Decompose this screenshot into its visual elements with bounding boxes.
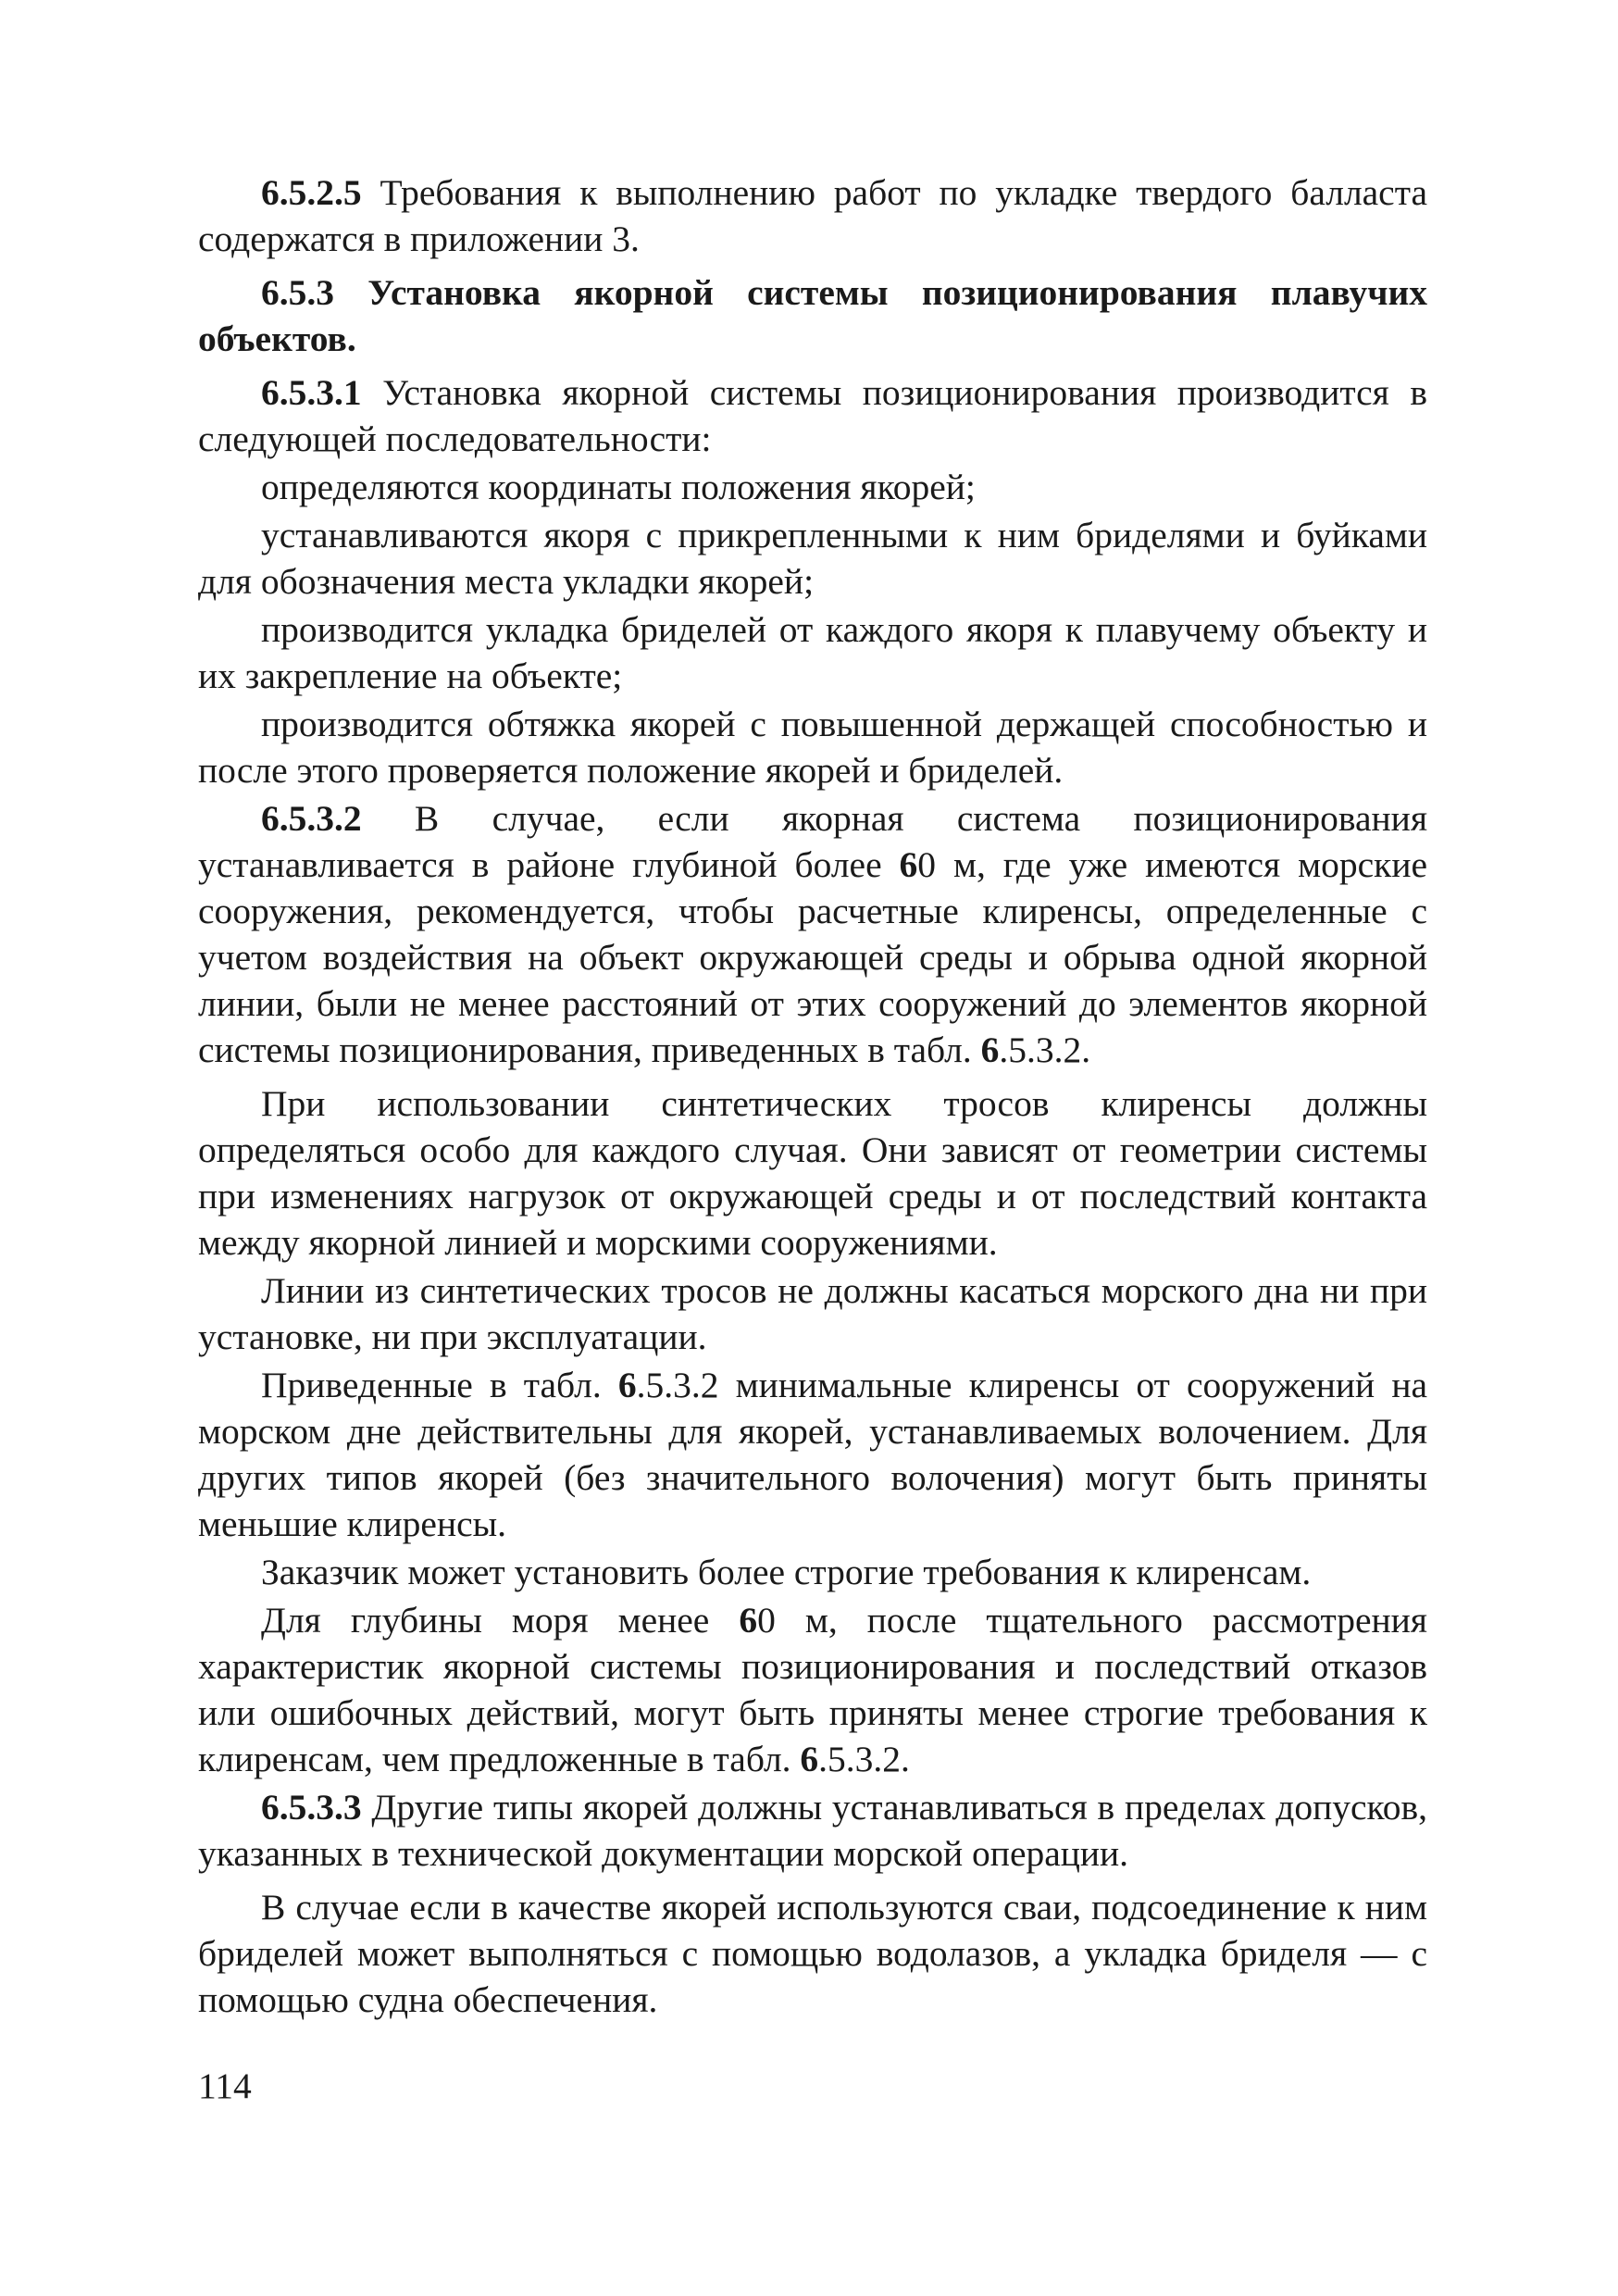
- clause-number: 6.5.3.1: [261, 372, 362, 413]
- page-number: 114: [198, 2065, 252, 2106]
- section-heading-6-5-3: 6.5.3 Установка якорной системы позиционирования плавучих объектов.: [198, 272, 1427, 359]
- clause-number: 6.5.3.2: [261, 798, 362, 839]
- paragraph-text: Для глубины моря менее: [261, 1600, 740, 1641]
- list-item-step-1: определяются координаты положения якорей;: [261, 467, 976, 507]
- list-item-step-2: устанавливаются якоря с прикрепленными к ним бриделями и буйками для обозначения места укладки якорей;: [198, 515, 1427, 602]
- paragraph-6-5-3-3: [198, 1784, 1427, 1877]
- paragraph-text: .5.3.2.: [999, 1029, 1091, 1070]
- paragraph-6-5-2-5: [198, 169, 1427, 262]
- list-item-step-4: производится обтяжка якорей с повышенной держащей способностью и после этого проверяется положение якорей и бриделей.: [198, 704, 1427, 791]
- bold-digit: 6: [899, 844, 918, 885]
- paragraph-6-5-3-1: [198, 369, 1427, 462]
- bold-digit: 6: [980, 1029, 1000, 1070]
- paragraph-text: Приведенные в табл.: [261, 1365, 618, 1405]
- paragraph-min-clearances: [198, 1362, 1427, 1547]
- paragraph-text: 0 м, после тщательного рассмотрения характеристик якорной системы позиционирования и последствий отказов или ошибочных действий, могут быть приняты менее строгие требования к клиренсам, чем предложенные в табл.: [198, 1600, 1427, 1779]
- paragraph-text: .5.3.2 минимальные клиренсы от сооружений на морском дне действительны для якорей, устанавливаемых волочением. Для других типов якорей (без значительного волочения) могут быть приняты меньшие клиренсы.: [198, 1365, 1428, 1544]
- clause-number: 6.5.2.5: [261, 172, 362, 213]
- bold-digit: 6: [617, 1365, 637, 1405]
- list-item-step-3: производится укладка бриделей от каждого якоря к плавучему объекту и их закрепление на объекте;: [198, 609, 1427, 696]
- bold-digit: 6: [739, 1600, 758, 1641]
- paragraph-shallow-depth: [198, 1597, 1427, 1782]
- paragraph-text: Другие типы якорей должны устанавливаться в пределах допусков, указанных в технической документации морской операции.: [198, 1787, 1427, 1874]
- paragraph-text: Установка якорной системы позиционирования производится в следующей последовательности:: [198, 372, 1427, 459]
- clause-number: 6.5.3.3: [261, 1787, 362, 1828]
- paragraph-piles: В случае если в качестве якорей используются сваи, подсоединение к ним бриделей может выполняться с помощью водолазов, а укладка бриделя — с помощью судна обеспечения.: [198, 1887, 1427, 2020]
- paragraph-text: 0 м, где уже имеются морские сооружения, рекомендуется, чтобы расчетные клиренсы, определенные с учетом воздействия на объект окружающей среды и обрыва одной якорной линии, были не менее расстояний от этих сооружений до элементов якорной системы позиционирования, приведенных в табл.: [198, 844, 1427, 1070]
- paragraph-text: Требования к выполнению работ по укладке твердого балласта содержатся в приложении 3.: [198, 172, 1427, 259]
- document-page: [198, 169, 1427, 2021]
- paragraph-6-5-3-2: [198, 795, 1427, 1073]
- paragraph-text: В случае, если якорная система позиционирования устанавливается в районе глубиной более: [198, 798, 1427, 885]
- paragraph-customer: Заказчик может установить более строгие требования к клиренсам.: [261, 1552, 1312, 1592]
- bold-digit: 6: [800, 1739, 819, 1779]
- paragraph-text: .5.3.2.: [818, 1739, 910, 1779]
- paragraph-synthetic-ropes: При использовании синтетических тросов клиренсы должны определяться особо для каждого случая. Они зависят от геометрии системы при изменениях нагрузок от окружающей среды и от последствий контакта между якорной линией и морскими сооружениями.: [198, 1083, 1427, 1263]
- paragraph-synthetic-lines: Линии из синтетических тросов не должны касаться морского дна ни при установке, ни при эксплуатации.: [198, 1270, 1427, 1357]
